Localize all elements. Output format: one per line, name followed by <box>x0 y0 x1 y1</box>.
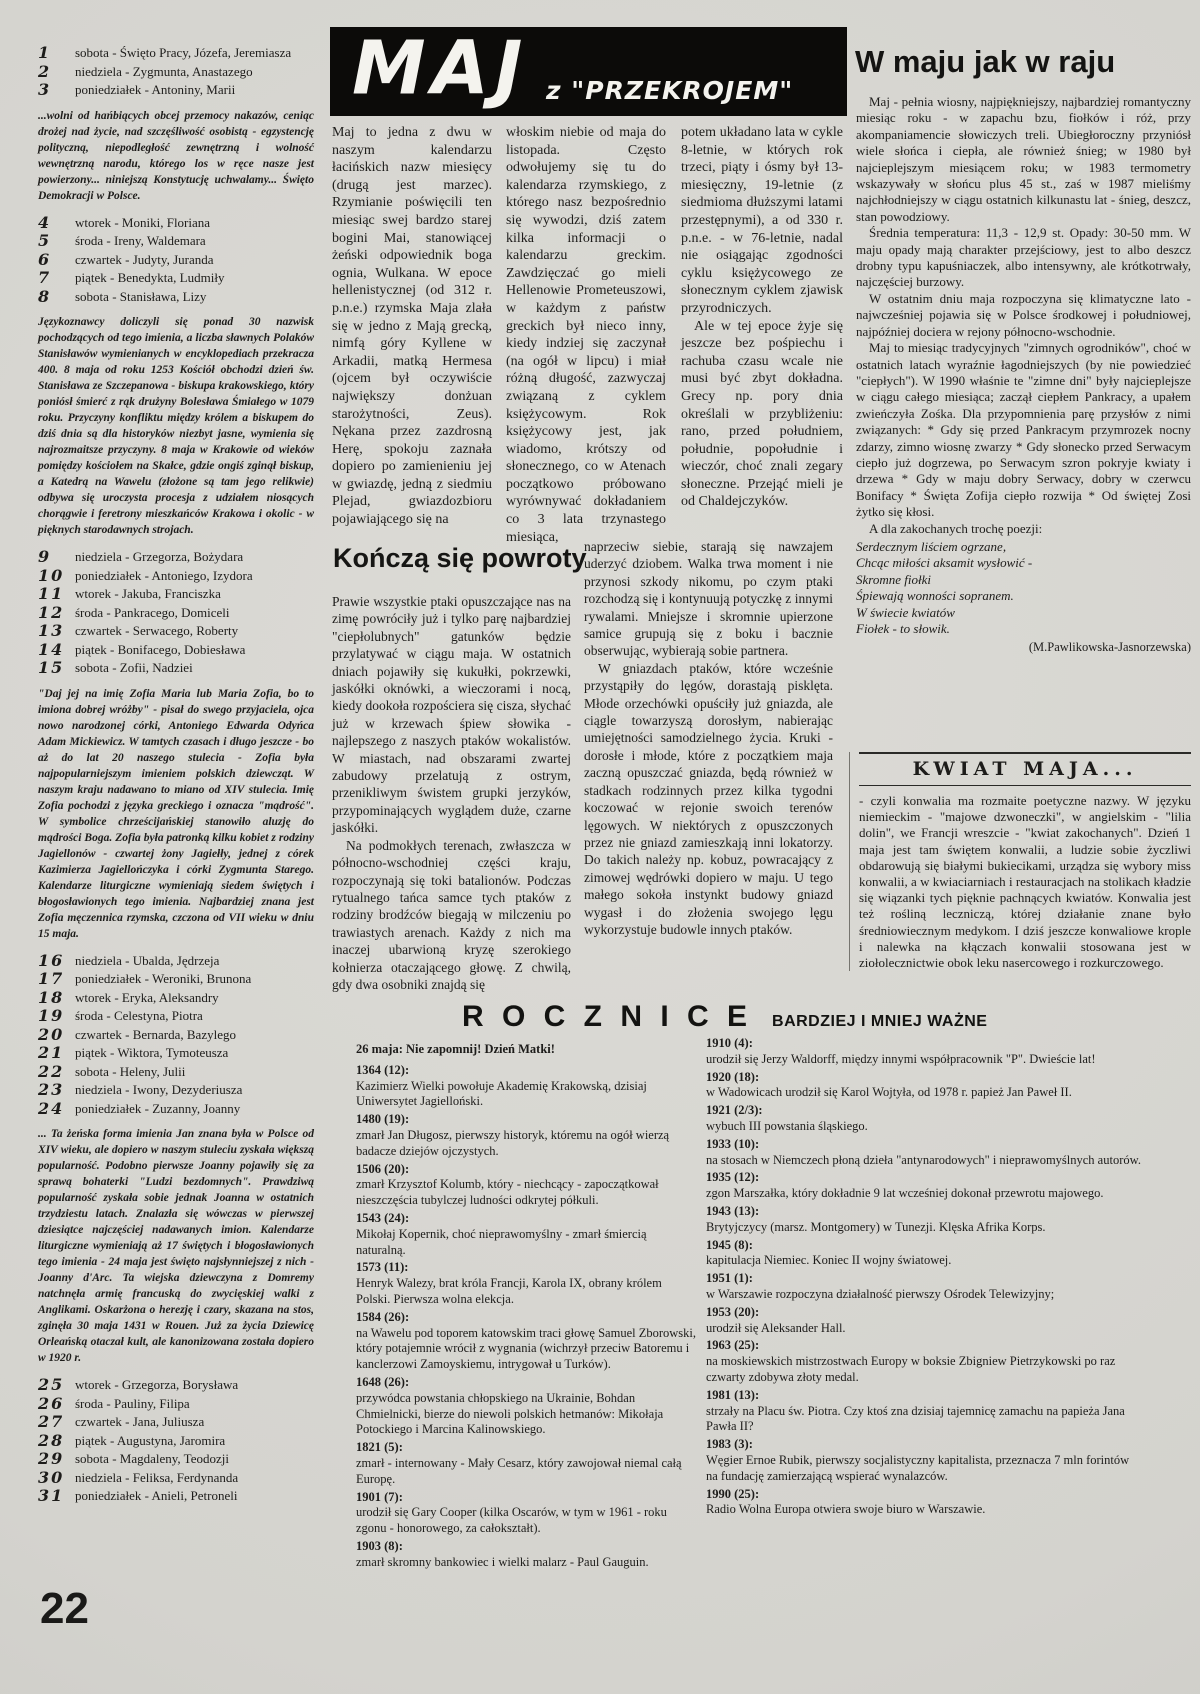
poem-line: Fiołek - to słowik. <box>856 621 950 636</box>
rocznice-entry <box>706 1036 1143 1068</box>
rocznice-entry-year: 1990 (25): <box>706 1486 760 1501</box>
article-paragraph: Maj to jedna z dwu w naszym kalendarzu łacińskich nazw miesięcy (drugą jest marzec). Rzymianie poświęcili ten miesiąc swej bardzo starej bogini Mai, stanowiącej żeński odpowiednik boga ognia, Wulkana. W epoce hellenistycznej (od 312 r. p.n.e.) rzymska Maja zlała się w jedno z Mają grecką, nimfą góry Kyllene w Arkadii, matką Hermesa (ojcem był oczywiście największy donżuan starożytności, Zeus). Nękana przez zazdrosną Herę, spokoju zaznała dopiero po zamienieniu jej w gwiazdę, jedną z siedmiu Plejad, gwiazdozbioru pojawiającego się na <box>332 125 492 528</box>
calendar-days-4-8 <box>38 214 314 307</box>
poem-author: (M.Pawlikowska-Jasnorzewska) <box>1028 640 1191 655</box>
rocznice-entry-text: na moskiewskich mistrzostwach Europy w boksie Zbigniew Pietrzykowski po raz czwarty zdobywa złoty medal. <box>706 1354 1116 1384</box>
calendar-entry <box>38 970 314 989</box>
calendar-day-number: 2 <box>38 61 52 81</box>
rocznice-entry <box>356 1440 698 1487</box>
main-article-column-3 <box>681 124 843 511</box>
calendar-day-names: poniedziałek - Anieli, Petroneli <box>75 1488 238 1503</box>
calendar-day-number: 14 <box>38 639 65 659</box>
rocznice-left-column <box>356 1042 698 1573</box>
calendar-note-stanislaw: Językoznawcy doliczyli się ponad 30 nazwisk pochodzących od tego imienia, a liczba sławnych Polaków Stanisławów wymienianych w encyklopediach przekracza 400. 8 maja od roku 1253 Kościół obchodzi dzień św. Stanisława ze Szczepanowa - biskupa krakowskiego, który poniósł śmierć z rąk drużyny Bolesława Śmiałego w 1079 roku. Przyczyny konfliktu między królem a biskupem do dziś dnia są dla historyków niezbyt jasne, wymienia się najrozmaitsze przyczyny. 8 maja w Krakowie od wieków pomiędzy kościołem na Skałce, gdzie ongiś zginął biskup, a Katedrą na Wawelu (złożone są tam jego relikwie) odbywa się uroczysta procesja z udziałem niosących chorągwie i feretrony mieszkańców Krakowa i okolic - w pięknych starodawnych strojach. <box>38 316 314 536</box>
calendar-day-number: 10 <box>38 565 65 585</box>
rocznice-entry-year: 1943 (13): <box>706 1203 760 1218</box>
rocznice-entry-text: Węgier Ernoe Rubik, pierwszy socjalistyczny kapitalista, przeznacza 7 mln forintów na fundację zamierzającą wspierać wynalazców. <box>706 1452 1130 1483</box>
calendar-day-number: 21 <box>38 1043 65 1062</box>
calendar-day-names: niedziela - Feliksa, Ferdynanda <box>75 1469 239 1485</box>
calendar-day-names: środa - Pankracego, Domiceli <box>75 604 230 620</box>
calendar-day-names: czwartek - Jana, Juliusza <box>75 1414 205 1429</box>
banner-subtitle: z "PRZEKROJEM" <box>546 76 794 105</box>
calendar-entry <box>38 641 314 660</box>
raju-poem <box>856 539 1191 637</box>
calendar-entry <box>38 63 314 82</box>
calendar-day-names: sobota - Zofii, Nadziei <box>75 660 193 675</box>
rocznice-entry-text: urodził się Gary Cooper (kilka Oscarów, w tym w 1961 - roku zgonu - honorowego, za całokształt). <box>356 1505 667 1536</box>
rocznice-entry-year: 1584 (26): <box>356 1309 410 1324</box>
calendar-day-names: środa - Pauliny, Filipa <box>75 1395 190 1411</box>
calendar-day-number: 8 <box>38 286 52 306</box>
rocznice-entry-text: Kazimierz Wielki powołuje Akademię Krakowską, dzisiaj Uniwersytet Jagielloński. <box>356 1078 647 1109</box>
calendar-entry <box>38 659 314 678</box>
calendar-day-names: sobota - Heleny, Julii <box>75 1063 186 1079</box>
rocznice-entry-year: 1506 (20): <box>356 1161 410 1176</box>
rocznice-entry-text: zmarł Krzysztof Kolumb, który - niechcący - zapoczątkował nieszczęścia tubylczej ludności odkrytej półkuli. <box>356 1177 659 1208</box>
rocznice-entry-text: urodził się Jerzy Waldorff, między innymi współpracownik "P". Dwieście lat! <box>706 1051 1096 1066</box>
powroty-column-1 <box>332 593 571 993</box>
calendar-entry <box>38 1469 314 1488</box>
article-paragraph: Na podmokłych terenach, zwłaszcza w północno-wschodniej części kraju, rozpoczynają się toki batalionów. Podczas rytualnego tańca samce tych ptaków z rodziny brodźców biegają w milczeniu po trawiastych arenach. Każdy z nich ma inaczej ubarwioną kryzę szerokiego kołnierza otaczającego głowę. Z chwilą, gdy dwa osobniki znajdą się <box>332 837 571 992</box>
rocznice-entry-year: 1951 (1): <box>706 1271 753 1286</box>
rocznice-entry-year: 1935 (12): <box>706 1170 760 1185</box>
calendar-day-number: 24 <box>38 1098 65 1118</box>
raju-paragraphs <box>856 94 1191 537</box>
calendar-day-names: niedziela - Zygmunta, Anastazego <box>75 63 253 79</box>
calendar-day-names: piątek - Bonifacego, Dobiesława <box>75 641 246 657</box>
calendar-day-number: 18 <box>38 987 65 1007</box>
calendar-day-names: niedziela - Grzegorza, Bożydara <box>75 549 244 564</box>
calendar-day-names: wtorek - Grzegorza, Borysława <box>75 1377 239 1392</box>
article-paragraph: W gniazdach ptaków, które wcześnie przystąpiły do lęgów, dorastają pisklęta. Młode orzechówki opuściły już gniazda, ale ciągle towarzyszą dorosłym, nabierając umiejętności samodzielnego życia. Kruki - dorosłe i młode, które z początkiem maja zaczną opuszczać gniazda, będą również w stadkach rodzinnych przez kilka tygodni koczować w rejonie swoich terenów lęgowych. W niektórych z opuszczonych przez nie gniazd zamieszkają inni lokatorzy. Do takich należy np. kobuz, powracający z zimowej wędrówki dopiero w maju. U tego małego sokoła instynkt budowy gniazd wygasł i do złożenia swojego lęgu wykorzystuje budowle innych ptaków. <box>584 660 833 937</box>
calendar-entry <box>38 1395 314 1414</box>
rocznice-entry-year: 1543 (24): <box>356 1210 410 1225</box>
rocznice-entry-text: Brytyjczycy (marsz. Montgomery) w Tunezji. Klęska Afrika Korps. <box>706 1219 1046 1234</box>
rocznice-entry <box>356 1375 698 1438</box>
calendar-day-names: sobota - Magdaleny, Teodozji <box>75 1451 229 1466</box>
rocznice-entry-year: 1983 (3): <box>706 1437 753 1452</box>
calendar-day-number: 16 <box>38 950 65 970</box>
rocznice-entry <box>356 1063 698 1110</box>
rocznice-entry-year: 1901 (7): <box>356 1489 403 1504</box>
rocznice-entry-text: w Wadowicach urodził się Karol Wojtyła, od 1978 r. papież Jan Paweł II. <box>706 1085 1072 1100</box>
calendar-day-names: wtorek - Moniki, Floriana <box>75 214 211 230</box>
calendar-entry <box>38 585 314 604</box>
powroty-headline: Kończą się powroty <box>333 543 587 573</box>
calendar-column <box>38 44 314 1506</box>
calendar-entry <box>38 1007 314 1026</box>
calendar-entry <box>38 604 314 623</box>
raju-headline: W maju jak w raju <box>855 44 1116 79</box>
rocznice-entry-year: 1921 (2/3): <box>706 1103 763 1118</box>
calendar-day-number: 19 <box>38 1006 65 1025</box>
calendar-day-names: piątek - Wiktora, Tymoteusza <box>75 1045 229 1060</box>
calendar-day-names: wtorek - Jakuba, Franciszka <box>75 586 221 601</box>
calendar-day-number: 29 <box>38 1449 65 1468</box>
calendar-entry <box>38 1081 314 1100</box>
article-paragraph: Maj - pełnia wiosny, najpiękniejszy, najbardziej romantyczny miesiąc roku - w zapachu bzu, fiołków i róż, przy akompaniamencie słowiczych treli. Ubiegłoroczny przyniósł wiele słońca i ciepła, ale również śnieg; w 1980 był najcieplejszym miesiącem roku; w 1983 termometry wskazywały w słońcu plus 45 st., zaś w 1987 mieliśmy najchłodniejszy w ciągu ostatnich kilkunastu lat - śnieg, deszcz, stan powodziowy. <box>856 94 1191 224</box>
calendar-day-number: 13 <box>38 621 65 640</box>
article-paragraph: naprzeciw siebie, starają się nawzajem uderzyć dziobem. Walka trwa moment i nie przynosi szkody nikomu, po czym ptaki rozchodzą się i kontynuują potyczkę z innymi rywalami. Mniejsze i skromnie upierzone samice grupują się z boku i bacznie obserwując, wybierają sobie partnera. <box>584 539 833 659</box>
calendar-day-names: poniedziałek - Zuzanny, Joanny <box>75 1100 241 1116</box>
calendar-day-number: 20 <box>38 1024 65 1044</box>
poem-line: Skromne fiołki <box>856 571 931 587</box>
rocznice-entry-text: na stosach w Niemczech płoną dzieła "antynarodowych" i nieprawomyślnych autorów. <box>706 1152 1141 1167</box>
rocznice-entry-text: wybuch III powstania śląskiego. <box>706 1118 868 1133</box>
rocznice-entry <box>356 1260 698 1307</box>
article-paragraph: włoskim niebie od maja do listopada. Często odwołujemy się tu do kalendarza rzymskiego, z którego nasz bezpośrednio się wywodzi, dziś zatem kilka informacji o kalendarzu greckim. Zawdzięczać go mieli Hellenowie Prometeuszowi, w każdym z państw greckich był nieco inny, kiedy indziej się zaczynał (na ogół w lipcu) i miał różną długość, zazwyczaj związaną z cyklem księżycowym. Rok księżycowy jest, jak wiadomo, krótszy od słonecznego, co w Atenach początkowo próbowano wyrównywać dokładaniem co 3 lata trzynastego miesiąca, <box>506 125 666 545</box>
poem-line: Śpiewają wonności sopranem. <box>856 588 1014 604</box>
calendar-entry <box>38 214 314 233</box>
article-paragraph: W ostatnim dniu maja rozpoczyna się klimatyczne lato - najwcześniej pojawia się w Polsce środkowej i południowej, najpóźniej dociera w rejony północno-wschodnie. <box>856 290 1191 339</box>
calendar-entry <box>38 251 314 270</box>
calendar-day-number: 11 <box>38 584 65 603</box>
article-paragraph: Średnia temperatura: 11,3 - 12,9 st. Opady: 30-50 mm. W maju opady mają charakter przejściowy, jest to albo deszcz drobny typu kapuśniaczek, albo intensywny, ale krótkotrwały, najczęściej burzowy. <box>856 225 1191 290</box>
article-paragraph: A dla zakochanych trochę poezji: <box>869 520 1043 536</box>
calendar-day-names: sobota - Święto Pracy, Józefa, Jeremiasza <box>75 45 292 60</box>
calendar-day-number: 1 <box>38 43 52 62</box>
calendar-day-names: poniedziałek - Antoniny, Marii <box>75 82 236 97</box>
calendar-note-zofia: "Daj jej na imię Zofia Maria lub Maria Zofia, bo to imiona dobrej wróżby" - pisał do swego przyjaciela, ojca nowo narodzonej córki, Antoniego Edwarda Odyńca Adam Mickiewicz. W tamtych czasach i długo jeszcze - bo aż do lat 20 naszego stulecia - Zofia była najpopularniejszym imieniem polskich dziewcząt. W naszym kraju nadawano to miano od XIV stulecia. Imię Zofia pochodzi z języka greckiego i oznacza "mądrość". W symbolice chrześcijańskiej stanowiło aluzję do mądrości Boga. Zofia była patronką kilku kobiet z rodziny Jagiellonów - czwartej żony Jagiełły, jednej z córek Kazimierza Jagiellończyka i córki Zygmunta Starego. Kalendarze liturgiczne wymieniają siedem świętych i błogosławionych tego imienia. Najbardziej znana jest Zofia męczennica rzymska, czczona od VII wieku w dniu 15 maja. <box>38 687 314 940</box>
rocznice-entry-year: 1821 (5): <box>356 1440 403 1455</box>
rocznice-entry-year: 1945 (8): <box>706 1237 753 1252</box>
calendar-entry <box>38 269 314 288</box>
calendar-entry <box>38 567 314 586</box>
rocznice-entry <box>706 1305 1143 1337</box>
calendar-day-names: piątek - Benedykta, Ludmiły <box>75 270 225 285</box>
calendar-day-names: środa - Celestyna, Piotra <box>75 1008 203 1023</box>
calendar-entry <box>38 622 314 641</box>
calendar-entry <box>38 1487 314 1506</box>
rocznice-entry <box>706 1070 1143 1102</box>
calendar-day-names: czwartek - Serwacego, Roberty <box>75 623 239 638</box>
article-paragraph: Ale w tej epoce żyje się jeszcze bez pośpiechu i rachuba czasu wcale nie musi być zbyt dokładna. Grecy np. pory dnia określali w przybliżeniu: rano, przed południem, południe, popołudnie i wieczór, choć znali zegary słoneczne. Przejąć mieli je od Chaldejczyków. <box>681 318 843 510</box>
calendar-entry <box>38 989 314 1008</box>
rocznice-entry <box>706 1204 1143 1236</box>
calendar-day-names: niedziela - Ubalda, Jędrzeja <box>75 952 220 968</box>
calendar-day-number: 25 <box>38 1375 65 1394</box>
calendar-day-names: piątek - Augustyna, Jaromira <box>75 1432 226 1448</box>
rocznice-entry <box>356 1539 698 1571</box>
banner-title: MAJ <box>352 25 529 112</box>
poem-line: W świecie kwiatów <box>856 604 955 620</box>
calendar-day-number: 23 <box>38 1080 65 1099</box>
rocznice-entry-text: Mikołaj Kopernik, choć nieprawomyślny - zmarł śmiercią naturalną. <box>356 1226 647 1257</box>
rocznice-entry-text: zmarł skromny bankowiec i wielki malarz - Paul Gauguin. <box>356 1554 649 1569</box>
rocznice-entry <box>706 1271 1143 1303</box>
rocznice-entry-text: urodził się Aleksander Hall. <box>706 1320 846 1335</box>
calendar-entry <box>38 1026 314 1045</box>
calendar-day-names: niedziela - Iwony, Dezyderiusza <box>75 1082 243 1097</box>
calendar-day-number: 6 <box>38 249 52 269</box>
calendar-day-names: sobota - Stanisława, Lizy <box>75 288 207 304</box>
calendar-day-number: 3 <box>38 80 52 99</box>
rocznice-entry-year: 1910 (4): <box>706 1036 753 1050</box>
rocznice-entry-year: 1953 (20): <box>706 1304 760 1319</box>
rocznice-entry <box>706 1238 1143 1270</box>
kwiat-maja-box <box>849 752 1191 971</box>
calendar-entry <box>38 1450 314 1469</box>
calendar-day-number: 28 <box>38 1430 65 1450</box>
rocznice-entry <box>706 1487 1143 1519</box>
calendar-entry <box>38 44 314 63</box>
rocznice-entry-year: 1963 (25): <box>706 1338 760 1353</box>
rocznice-entry-year: 1903 (8): <box>356 1538 403 1553</box>
rocznice-intro: 26 maja: Nie zapomnij! Dzień Matki! <box>356 1042 555 1056</box>
main-article-column-1 <box>332 124 492 529</box>
calendar-day-number: 31 <box>38 1486 65 1505</box>
rocznice-entry-year: 1920 (18): <box>706 1069 760 1084</box>
calendar-entry <box>38 288 314 307</box>
powroty-column-2 <box>584 538 833 938</box>
calendar-day-number: 26 <box>38 1393 65 1413</box>
rocznice-entry <box>706 1437 1143 1484</box>
rocznice-entry-text: zmarł - internowany - Mały Cesarz, który zawojował niemal całą Europę. <box>356 1455 682 1486</box>
poem-line: Chcąc miłości aksamit wysłowić - <box>856 555 1033 571</box>
article-paragraph: Prawie wszystkie ptaki opuszczające nas na zimę powróciły już i tylko parę najbardziej "ciepłolubnych" gatunków będzie przylatywać w ciągu maja. W ostatnich dniach pojawiły się kukułki, pokrzewki, jaskółki oknówki, a wieczorami i nocą, kiedy dookoła rozpościera się cisza, słychać już w krzewach śpiew słowika - najlepszego z naszych ptaków wokalistów. W miastach, nad obszarami zwartej zabudowy przelatują z ostrym, przenikliwym świstem grupki jerzyków, przypominających wyglądem duże, czarne jaskółki. <box>332 594 571 836</box>
rocznice-entry <box>706 1137 1143 1169</box>
rocznice-entry <box>706 1388 1143 1435</box>
rocznice-entry-text: Henryk Walezy, brat króla Francji, Karola IX, obrany królem Polski. Pierwsza wolna elekcja. <box>356 1276 662 1306</box>
rocznice-entry-text: Radio Wolna Europa otwiera swoje biuro w Warszawie. <box>706 1502 986 1517</box>
calendar-day-number: 7 <box>38 268 52 287</box>
calendar-day-names: środa - Ireny, Waldemara <box>75 233 206 248</box>
rocznice-title: R O C Z N I C E <box>462 1000 753 1033</box>
rocznice-entry-year: 1480 (19): <box>356 1112 410 1127</box>
rocznice-entry-year: 1981 (13): <box>706 1387 760 1402</box>
main-article-column-2 <box>506 124 666 546</box>
calendar-entry <box>38 81 314 100</box>
calendar-entry <box>38 1376 314 1395</box>
calendar-entry <box>38 1063 314 1082</box>
calendar-days-25-31 <box>38 1376 314 1506</box>
calendar-day-number: 17 <box>38 969 65 988</box>
rocznice-entry-text: w Warszawie rozpoczyna działalność pierwszy Ośrodek Telewizyjny; <box>706 1286 1055 1301</box>
rocznice-entry <box>706 1170 1143 1202</box>
rocznice-entry-text: kapitulacja Niemiec. Koniec II wojny światowej. <box>706 1253 952 1268</box>
calendar-entry <box>38 1100 314 1119</box>
calendar-day-number: 15 <box>38 658 65 677</box>
article-paragraph: potem układano lata w cykle 8-letnie, w których rok trzeci, piąty i ósmy był 13-miesięczny, 19-letnie (z siedmioma dłuższymi latami przestępnymi), a od 330 r. p.n.e. - w 76-letnie, nadal nie osiągając zgodności cyklu księżycowego ze słonecznym cyklem zjawisk przyrodniczych. <box>681 125 843 316</box>
rocznice-entry <box>356 1162 698 1209</box>
rocznice-entry <box>706 1338 1143 1385</box>
calendar-day-names: czwartek - Judyty, Juranda <box>75 251 214 267</box>
calendar-day-number: 22 <box>38 1061 65 1081</box>
calendar-days-16-24 <box>38 952 314 1119</box>
page-number: 22 <box>40 1584 89 1633</box>
rocznice-entry <box>356 1310 698 1373</box>
calendar-day-names: wtorek - Eryka, Aleksandry <box>75 989 219 1005</box>
poem-line: Serdecznym liściem ogrzane, <box>856 538 1007 554</box>
rocznice-right-column <box>706 1036 1143 1520</box>
calendar-entry <box>38 232 314 251</box>
rocznice-left-entries <box>356 1063 698 1571</box>
rocznice-subtitle: BARDZIEJ I MNIEJ WAŻNE <box>772 1013 988 1030</box>
calendar-entry <box>38 548 314 567</box>
calendar-day-names: czwartek - Bernarda, Bazylego <box>75 1026 236 1042</box>
kwiat-maja-title: KWIAT MAJA... <box>859 752 1191 786</box>
calendar-day-names: poniedziałek - Antoniego, Izydora <box>75 567 253 583</box>
calendar-day-number: 12 <box>38 602 65 622</box>
rocznice-entry-text: zmarł Jan Długosz, pierwszy historyk, któremu na ogół wierzą badacze dziejów ojczystych. <box>356 1127 670 1158</box>
rocznice-entry-year: 1364 (12): <box>356 1062 410 1077</box>
kwiat-maja-text: - czyli konwalia ma rozmaite poetyczne nazwy. W języku niemieckim - "majowe dzwoneczki", w angielskim - "lilia dolin", we Francji wreszcie - "kwiat zakochanych". Dzień 1 maja jest tam świętem konwalii, a ludzie sobie życzliwi obdarowują się białymi bukiecikami, urządza się wybory miss konwalii, a w kwiaciarniach i restauracjach na stolikach kładzie się wiązanki tych pięknie pachnących kwiatów. Konwalia jest też rośliną leczniczą, której działanie znane było średniowiecznym medykom. I dziś jeszcze konwaliowe krople i nalewka na kłączach konwalii stosowana jest w ziołolecznictwie obok leku nasercowego i rozkurczowego. <box>859 793 1191 971</box>
calendar-day-number: 9 <box>38 547 52 566</box>
rocznice-header <box>462 1000 987 1034</box>
calendar-days-9-15 <box>38 548 314 678</box>
rocznice-entry <box>706 1103 1143 1135</box>
calendar-days-1-3 <box>38 44 314 100</box>
rocznice-entry-text: strzały na Placu św. Piotra. Czy ktoś zna dzisiaj tajemnicę zamachu na papieża Jana Pawła II? <box>706 1403 1125 1434</box>
rocznice-entry-year: 1933 (10): <box>706 1136 760 1151</box>
calendar-day-names: poniedziałek - Weroniki, Brunona <box>75 971 252 986</box>
article-paragraph: Maj to miesiąc tradycyjnych "zimnych ogrodników", choć w ostatnich latach wyraźnie łagodniejszych (by nie powiedzieć "ciepłych"). W 1990 właśnie te "zimne dni" były najcieplejsze w ciągu całego miesiąca; zaczął ciepłem Pankracy, a upałem zwieńczyła Zośka. Dla przypomnienia parę przysłów z nimi związanych: * Gdy się przed Pankracym przymrozek nocny zdarzy, zimno wiosnę zwarzy * Gdy słonecko przed Serwacym ciepło już dogrzewa, po Serwacym szron pokryje kwiaty i drzewa * Gdy w maju dobry Serwacy, dobry w czerwcu Bonifacy * Święta Zofija ciepło rozwija * Od świętej Zosi żytko się kłosi. <box>856 340 1191 520</box>
calendar-note-constitution: ...wolni od hańbiących obcej przemocy nakazów, ceniąc drożej nad życie, nad szczęśliwość osobistą - egzystencję polityczną, niepodległość zewnętrzną i wolność wewnętrzną narodu, którego los w ręce nasze jest powierzony... niniejszą Konstytucję uchwalamy... Święto Demokracji w Polsce. <box>38 109 314 202</box>
rocznice-entry-text: przywódca powstania chłopskiego na Ukrainie, Bohdan Chmielnicki, bierze do niewoli polskich hetmanów: Mikołaja Potockiego i Marcina Kalinowskiego. <box>356 1390 664 1437</box>
calendar-day-number: 5 <box>38 231 52 250</box>
rocznice-entry <box>356 1211 698 1258</box>
calendar-entry <box>38 1044 314 1063</box>
rocznice-entry-year: 1573 (11): <box>356 1260 409 1275</box>
calendar-day-number: 30 <box>38 1467 65 1487</box>
maj-banner <box>330 27 847 116</box>
rocznice-entry-year: 1648 (26): <box>356 1374 410 1389</box>
rocznice-entry <box>356 1112 698 1159</box>
rocznice-right-entries <box>706 1036 1143 1518</box>
rocznice-entry <box>356 1490 698 1537</box>
calendar-note-joanna: ... Ta żeńska forma imienia Jan znana była w Polsce od XIV wieku, ale dopiero w naszym stuleciu zyskała większą popularność. Podobno pierwsze Joanny pojawiły się za sprawą bohaterki "Ludzi bezdomnych". Prawdziwą popularność zyskała sobie jednak Joanna w ostatnich trzydziestu latach. Znalazła się wówczas w pierwszej dziesiątce najczęściej nadawanych imion. Kalendarze liturgiczne wymieniają aż 17 świętych i błogosławionych tego imienia - 24 maja jest święto najsłynniejszej z nich - Joanny d'Arc. Ta wiejska dziewczyna z Domremy natchnęła armię francuską do zwycięskiej walki z Anglikami. Oskarżona o herezję i czary, skazana na stos, zginęła 30 maja 1431 w Rouen. Już za życia Dziewicę Orleańską otaczał kult, ale kanonizowana została dopiero w 1920 r. <box>38 1128 314 1364</box>
raju-article <box>856 94 1191 656</box>
calendar-entry <box>38 1432 314 1451</box>
calendar-day-number: 27 <box>38 1412 65 1431</box>
calendar-entry <box>38 1413 314 1432</box>
rocznice-entry-text: na Wawelu pod toporem katowskim traci głowę Samuel Zborowski, który potajemnie wrócił z wygnania (wichrzył przeciw Batoremu i kanclerzowi Zamoyskiemu, intrygował u Turków). <box>356 1325 697 1372</box>
calendar-entry <box>38 952 314 971</box>
rocznice-entry-text: zgon Marszałka, który dokładnie 9 lat wcześniej dokonał przewrotu majowego. <box>706 1186 1104 1201</box>
calendar-day-number: 4 <box>38 212 52 232</box>
